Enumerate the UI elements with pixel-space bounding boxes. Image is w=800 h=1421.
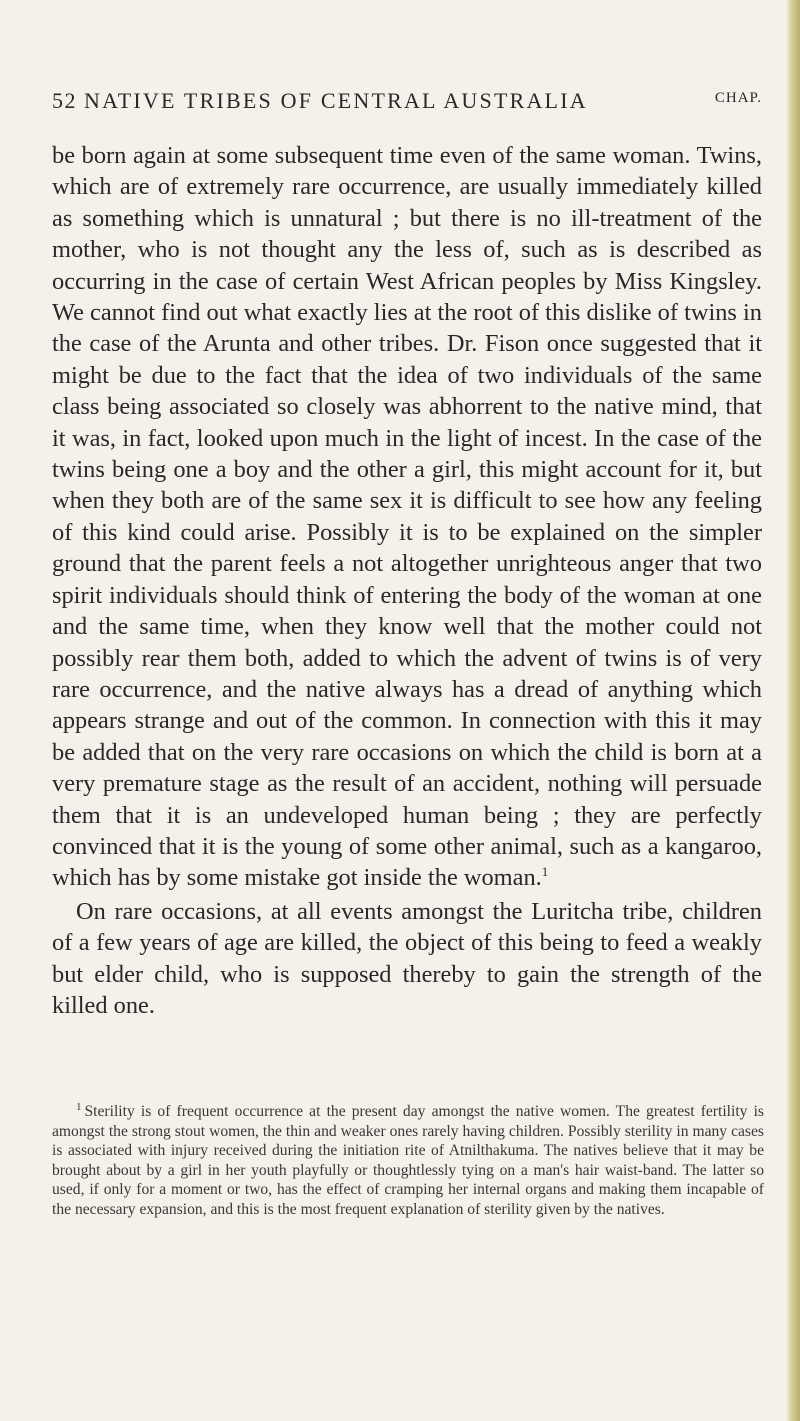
running-title: NATIVE TRIBES OF CENTRAL AUSTRALIA — [84, 88, 588, 113]
footnote-marker: 1 — [76, 1100, 82, 1113]
footnote-text: Sterility is of frequent occurrence at the present day amongst the native women. The greatest fertility is amongst the strong stout women, the thin and weaker ones rarely having children. Possibly sterility in many cases is associated with injury received during the initiation rite of Atnilthakuma. The natives believe that it may be brought about by a girl in her youth playfully or thoughtlessly tying on a man's hair waist-band. The latter so used, if only for a moment or two, has the effect of cramping her internal organs and making them incapable of the necessary expansion, and this is the most frequent explanation of sterility given by the natives. — [52, 1103, 764, 1218]
paragraph-text: be born again at some subsequent time even of the same woman. Twins, which are of extremely rare occurrence, are usually immediately killed as something which is unnatural ; but there is no ill-treatment of the mother, who is not thought any the less of, such as is described as occurring in the case of certain West African peoples by Miss Kingsley. We cannot find out what exactly lies at the root of this dislike of twins in the case of the Arunta and other tribes. Dr. Fison once suggested that it might be due to the fact that the idea of two individuals of the same class being associated so closely was abhorrent to the native mind, that it was, in fact, looked upon much in the light of incest. In the case of the twins being one a boy and the other a girl, this might account for it, but when they both are of the same sex it is difficult to see how any feeling of this kind could arise. Possibly it is to be explained on the simpler ground that the parent feels a not altogether unrighteous anger that two spirit individuals should think of entering the body of the woman at one and the same time, when they know well that the mother could not possibly rear them both, added to which the advent of twins is of very rare occurrence, and the native always has a dread of anything which appears strange and out of the common. In connection with this it may be added that on the very rare occasions on which the child is born at a very premature stage as the result of an accident, nothing will persuade them that it is an undeveloped human being ; they are perfectly convinced that it is the young of some other animal, such as a kangaroo, which has by some mistake got inside the woman. — [52, 142, 762, 892]
footnote — [52, 1102, 764, 1220]
chapter-abbrev: CHAP. — [714, 90, 762, 106]
paragraph: On rare occasions, at all events amongst the Luritcha tribe, children of a few years of age are killed, the object of this being to feed a weakly but elder child, who is supposed thereby to gain the strength of the killed one. — [52, 897, 762, 1019]
footnote-reference[interactable]: 1 — [541, 864, 549, 880]
main-text — [52, 140, 762, 1021]
page-number: 52 — [52, 88, 77, 113]
page-edge — [786, 0, 800, 1421]
page-header — [52, 88, 762, 118]
paragraph — [52, 140, 762, 894]
